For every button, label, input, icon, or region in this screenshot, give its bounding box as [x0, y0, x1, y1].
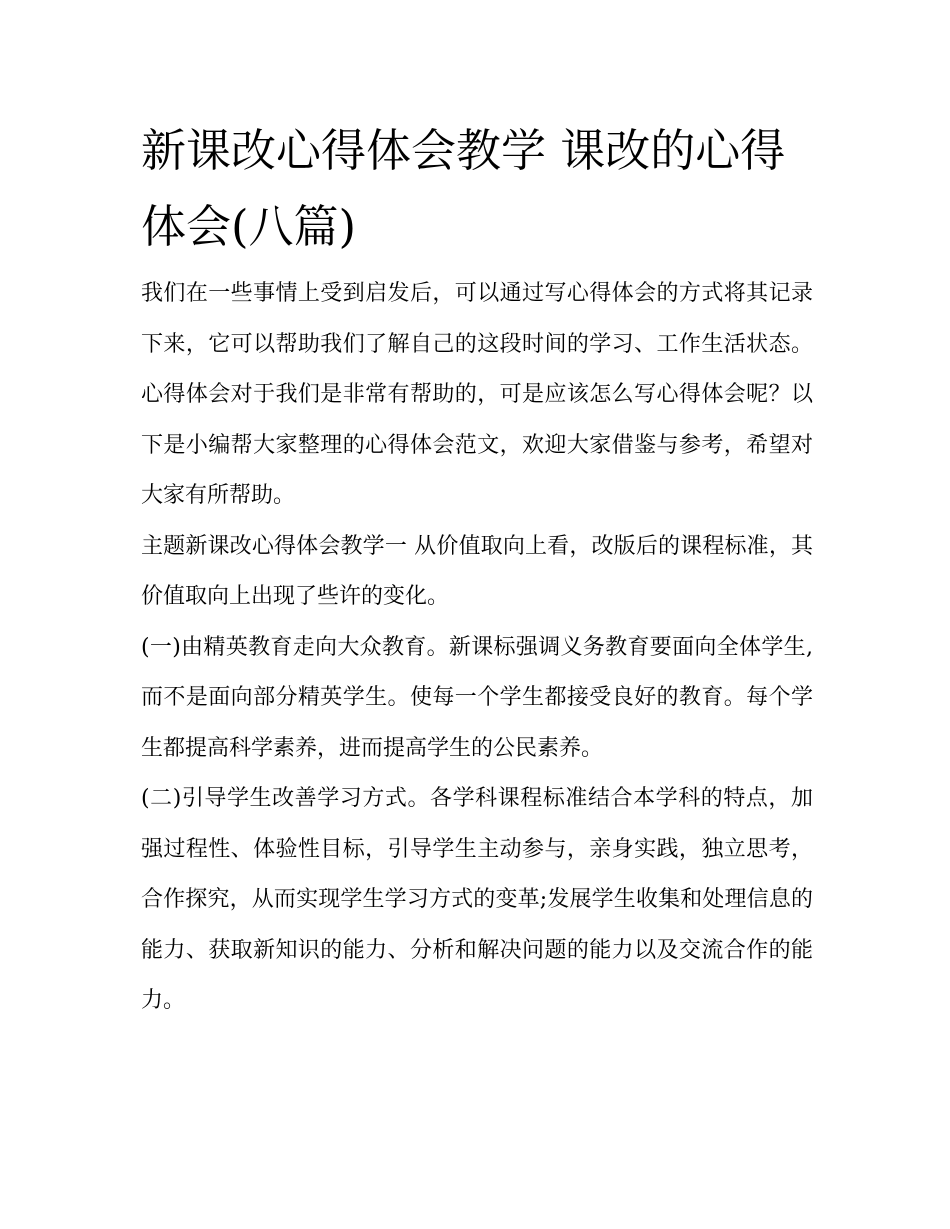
theme-paragraph: 主题新课改心得体会教学一 从价值取向上看，改版后的课程标准，其价值取向上出现了些许的变化。 [141, 533, 813, 609]
section-two-paragraph: (二)引导学生改善学习方式。各学科课程标准结合本学科的特点，加强过程性、体验性目标，引导学生主动参与，亲身实践，独立思考，合作探究，从而实现学生学习方式的变革;发展学生收集和处理信息的能力、获取新知识的能力、分析和解决问题的能力以及交流合作的能力。 [141, 786, 813, 1013]
section-one-paragraph: (一)由精英教育走向大众教育。新课标强调义务教育要面向全体学生,而不是面向部分精英学生。使每一个学生都接受良好的教育。每个学生都提高科学素养，进而提高学生的公民素养。 [141, 634, 813, 761]
document-body [141, 113, 813, 1027]
intro-paragraph: 我们在一些事情上受到启发后，可以通过写心得体会的方式将其记录下来，它可以帮助我们了解自己的这段时间的学习、工作生活状态。心得体会对于我们是非常有帮助的，可是应该怎么写心得体会呢？以下是小编帮大家整理的心得体会范文，欢迎大家借鉴与参考，希望对大家有所帮助。 [141, 281, 813, 508]
document-title: 新课改心得体会教学 课改的心得体会(八篇) [141, 124, 786, 253]
